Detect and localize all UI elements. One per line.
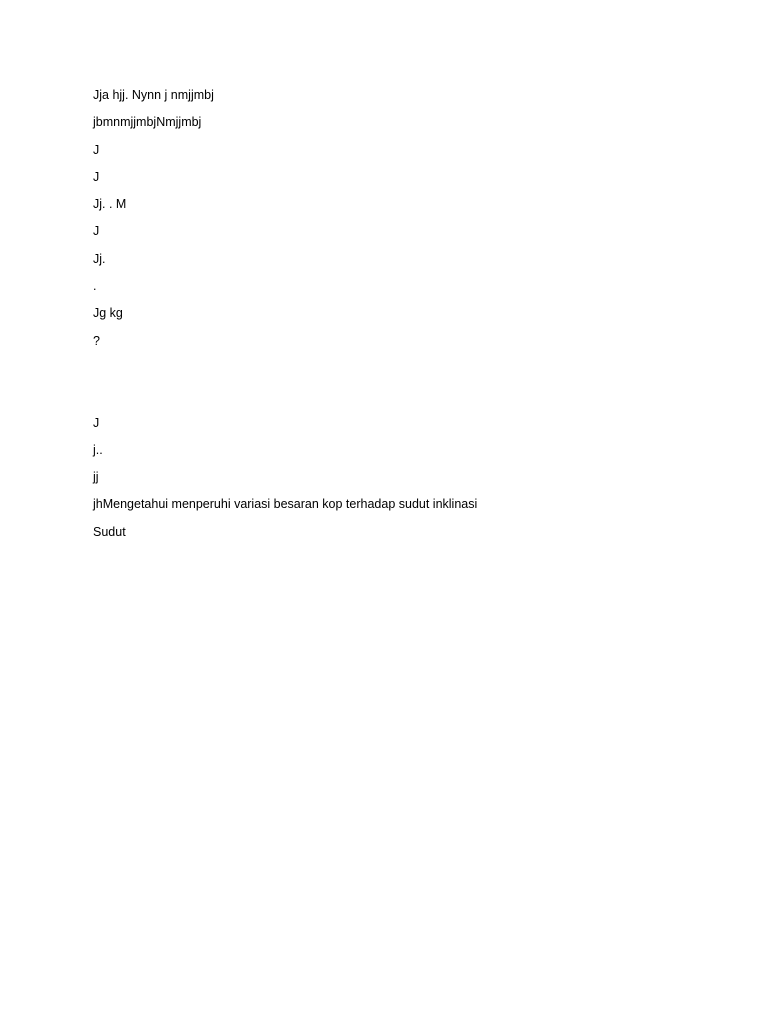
paragraph: Jg kg — [93, 306, 123, 321]
paragraph: jbmnmjjmbjNmjjmbj — [93, 115, 202, 130]
paragraph: J — [93, 415, 100, 430]
empty-paragraph — [93, 359, 693, 386]
paragraph: J — [93, 142, 100, 157]
paragraph: Jja hjj. Nynn j nmjjmbj — [93, 88, 214, 102]
paragraph: Jj. — [93, 251, 106, 266]
paragraph: ? — [93, 333, 100, 348]
paragraph: J — [93, 169, 100, 184]
paragraph: jj — [93, 470, 99, 485]
paragraph: jhMengetahui menperuhi variasi besaran kop terhadap sudut inklinasi — [93, 497, 478, 512]
paragraph: Sudut — [93, 524, 126, 539]
paragraph: J — [93, 224, 100, 239]
paragraph: j.. — [93, 442, 103, 457]
document-body — [93, 86, 693, 550]
empty-paragraph — [93, 386, 693, 413]
paragraph: . — [93, 279, 97, 294]
paragraph: Jj. . M — [93, 197, 127, 212]
